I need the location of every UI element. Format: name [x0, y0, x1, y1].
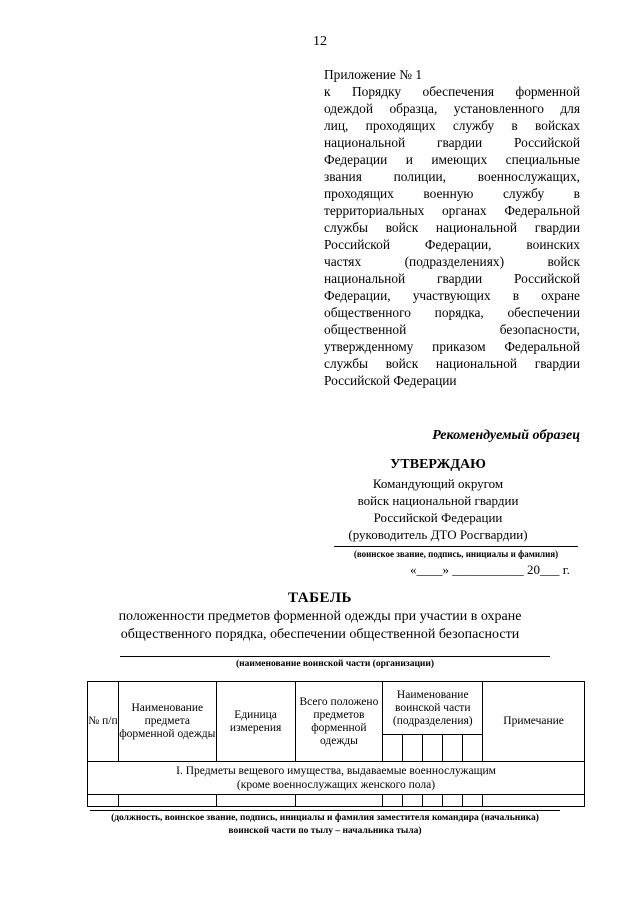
- table-cell: [483, 795, 585, 807]
- tabel-title: ТАБЕЛЬ: [288, 590, 352, 606]
- appendix-line: звания полиции, военнослужащих,: [324, 169, 580, 184]
- footer-caption-line: воинской части по тылу – начальника тыла): [228, 826, 422, 836]
- subdivision-cell: [423, 735, 443, 762]
- appendix-block: [324, 66, 580, 389]
- footer-caption: [90, 812, 560, 838]
- unit-name-caption: (наименование воинской части (организации): [235, 659, 435, 669]
- subdivision-cell: [383, 735, 403, 762]
- approval-line: Российской Федерации: [373, 510, 503, 525]
- appendix-line: службы войск национальной гвардии: [324, 220, 580, 235]
- approval-line: войск национальной гвардии: [357, 493, 519, 508]
- approval-title: УТВЕРЖДАЮ: [390, 457, 486, 472]
- appendix-line: Федерации и имеющих специальные: [324, 152, 580, 167]
- footer-caption-line: (должность, воинское звание, подпись, инициалы и фамилия заместителя командира (начальника): [111, 813, 539, 823]
- appendix-line: частях (подразделениях) войск: [324, 254, 580, 269]
- appendix-line: общественной безопасности,: [324, 322, 580, 337]
- table-cell: [443, 795, 463, 807]
- header-item-name: Наименование предмета форменной одежды: [118, 682, 216, 762]
- table-cell: [216, 795, 295, 807]
- footer-signature-line: [90, 810, 560, 811]
- header-subdivision: Наименование воинской части (подразделения): [383, 682, 483, 735]
- header-total: Всего положено предметов форменной одежды: [295, 682, 383, 762]
- allowance-table: [87, 681, 585, 807]
- tabel-subtitle-line: общественного порядка, обеспечении общественной безопасности: [120, 627, 520, 642]
- table-cell: [423, 795, 443, 807]
- table-cell: [463, 795, 483, 807]
- header-num: № п/п: [88, 682, 119, 762]
- appendix-line: лиц, проходящих службу в войсках: [324, 118, 580, 133]
- appendix-line: Российской Федерации: [324, 373, 457, 388]
- appendix-line: проходящих военную службу в: [324, 186, 580, 201]
- header-unit: Единица измерения: [216, 682, 295, 762]
- appendix-line: утвержденному приказом Федеральной: [324, 339, 580, 354]
- appendix-line: национальной гвардии Российской: [324, 271, 580, 286]
- appendix-line: к Порядку обеспечения форменной: [324, 84, 580, 99]
- table-cell: [88, 795, 119, 807]
- table-cell: [295, 795, 383, 807]
- signature-line: [334, 546, 578, 547]
- table-cell: [383, 795, 403, 807]
- appendix-line: национальной гвардии Российской: [324, 135, 580, 150]
- appendix-line: Приложение № 1: [324, 67, 423, 82]
- table-cell: [403, 795, 423, 807]
- table-cell: [118, 795, 216, 807]
- subdivision-cell: [443, 735, 463, 762]
- page-number: 12: [313, 34, 327, 49]
- appendix-line: службы войск национальной гвардии: [324, 356, 580, 371]
- subdivision-cell: [463, 735, 483, 762]
- date-field: «____» ___________ 20___ г.: [410, 562, 570, 577]
- appendix-line: территориальных органах Федеральной: [324, 203, 580, 218]
- header-note: Примечание: [483, 682, 585, 762]
- recommended-sample-label: Рекомендуемый образец: [432, 428, 580, 443]
- approval-line: Командующий округом: [372, 476, 504, 491]
- appendix-line: Федерации, участвующих в охране: [324, 288, 580, 303]
- subdivision-cell: [403, 735, 423, 762]
- section-line: I. Предметы вещевого имущества, выдаваемые военнослужащим: [176, 765, 496, 777]
- appendix-line: общественного порядка, обеспечении: [324, 305, 580, 320]
- section-row: [88, 762, 585, 795]
- approval-block: [320, 456, 556, 543]
- approval-line: (руководитель ДТО Росгвардии): [348, 527, 528, 542]
- table-row: [88, 795, 585, 807]
- appendix-line: одеждой образца, установленного для: [324, 101, 580, 116]
- tabel-subtitle: [70, 608, 570, 644]
- signature-caption: (воинское звание, подпись, инициалы и фамилия): [353, 549, 559, 559]
- tabel-subtitle-line: положенности предметов форменной одежды при участии в охране: [118, 609, 522, 624]
- section-line: (кроме военнослужащих женского пола): [236, 779, 436, 791]
- appendix-line: Российской Федерации, воинских: [324, 237, 580, 252]
- unit-name-line: [120, 656, 550, 657]
